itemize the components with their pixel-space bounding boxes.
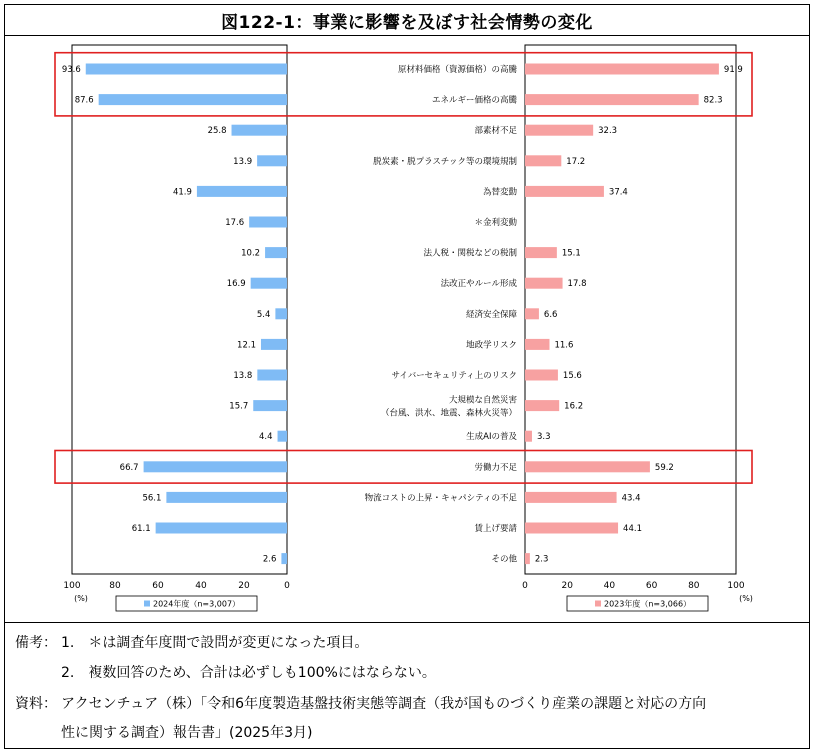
category-label: 部素材不足 — [474, 126, 517, 137]
bar-2023 — [525, 431, 532, 442]
value-label-2024: 15.7 — [229, 401, 249, 412]
value-label-2024: 5.4 — [256, 309, 271, 320]
bar-2023 — [525, 308, 539, 319]
category-label: 物流コストの上昇・キャパシティの不足 — [364, 493, 517, 504]
butterfly-bar-chart — [5, 36, 809, 622]
value-label-2024: 13.8 — [233, 371, 253, 381]
value-label-2023: 43.4 — [621, 493, 641, 504]
category-label: 生成AIの普及 — [466, 432, 517, 443]
tick-label-left: 60 — [152, 581, 164, 591]
bar-2023 — [525, 400, 559, 411]
value-label-2023: 15.6 — [562, 371, 582, 381]
legend-swatch-2024 — [144, 601, 150, 607]
tick-label-left: 20 — [238, 581, 250, 591]
category-label: 経済安全保障 — [465, 309, 517, 320]
tick-label-left: 100 — [63, 581, 81, 591]
bar-2023 — [525, 278, 563, 289]
category-label: サイバーセキュリティ上のリスク — [391, 371, 517, 381]
category-label: 原材料価格（資源価格）の高騰 — [397, 65, 517, 75]
bar-2023 — [525, 64, 719, 75]
category-label-line2: （台風、洪水、地震、森林火災等） — [380, 408, 517, 419]
value-label-2024: 41.9 — [172, 187, 192, 198]
bar-2023 — [525, 94, 699, 105]
bar-2023 — [525, 370, 558, 381]
category-label: 脱炭素・脱プラスチック等の環境規制 — [373, 156, 517, 167]
value-label-2024: 10.2 — [241, 248, 261, 259]
category-label: 賃上げ要請 — [474, 524, 517, 534]
tick-label-right: 0 — [522, 581, 528, 591]
bar-2023 — [525, 339, 549, 350]
bar-2024 — [278, 431, 287, 442]
value-label-2024: 13.9 — [233, 156, 253, 167]
tick-label-right: 60 — [645, 581, 658, 591]
highlight-box-prices — [55, 53, 752, 116]
bar-2023 — [525, 125, 593, 136]
bar-2024 — [265, 247, 287, 258]
bar-2023 — [525, 492, 617, 503]
category-label: エネルギー価格の高騰 — [431, 95, 517, 106]
value-label-2023: 44.1 — [623, 524, 642, 534]
tick-label-right: 80 — [688, 581, 700, 591]
bar-2024 — [281, 553, 287, 564]
value-label-2023: 59.2 — [654, 462, 674, 473]
category-label: 為替変動 — [482, 187, 517, 198]
source-label: 資料： — [15, 696, 57, 712]
figure-frame — [4, 4, 810, 749]
bar-2024 — [99, 94, 287, 105]
notes-section — [5, 622, 809, 749]
value-label-2024: 2.6 — [262, 554, 277, 565]
bar-2023 — [525, 247, 557, 258]
bar-2024 — [261, 339, 287, 350]
tick-label-left: 40 — [195, 581, 207, 591]
category-label: その他 — [491, 554, 517, 565]
tick-label-left: 80 — [109, 581, 121, 591]
value-label-2023: 37.4 — [608, 187, 628, 198]
tick-label-left: 0 — [284, 581, 290, 591]
bar-2023 — [525, 523, 618, 534]
value-label-2024: 17.6 — [225, 218, 245, 228]
legend-swatch-2023 — [595, 601, 601, 607]
category-label: ＊金利変動 — [474, 218, 517, 228]
bar-2024 — [232, 125, 287, 136]
bar-2024 — [253, 400, 287, 411]
value-label-2024: 66.7 — [119, 462, 139, 473]
value-label-2024: 25.8 — [207, 126, 227, 137]
category-label: 労働力不足 — [474, 462, 517, 473]
bar-2024 — [86, 64, 287, 75]
value-label-2023: 91.9 — [723, 65, 743, 75]
bar-2024 — [144, 461, 287, 472]
bar-2024 — [275, 308, 287, 319]
bar-2024 — [249, 217, 287, 228]
note-2: 2. 複数回答のため、合計は必ずしも100%にはならない。 — [61, 665, 436, 681]
value-label-2023: 3.3 — [536, 432, 551, 443]
value-label-2023: 6.6 — [543, 309, 558, 320]
value-label-2023: 17.2 — [566, 156, 586, 167]
value-label-2023: 16.2 — [564, 401, 584, 412]
value-label-2024: 87.6 — [74, 95, 94, 106]
category-label: 法改正やルール形成 — [440, 279, 517, 290]
value-label-2023: 2.3 — [534, 554, 549, 565]
bar-2024 — [166, 492, 287, 503]
value-label-2024: 93.6 — [61, 65, 81, 75]
value-label-2024: 56.1 — [142, 493, 162, 504]
category-label: 法人税・関税などの税制 — [423, 248, 517, 259]
value-label-2023: 11.6 — [554, 340, 574, 351]
tick-label-right: 40 — [603, 581, 616, 591]
value-label-2024: 4.4 — [259, 432, 273, 443]
tick-label-right: 100 — [727, 581, 745, 591]
value-label-2024: 12.1 — [237, 340, 256, 351]
bar-2024 — [257, 370, 287, 381]
note-label: 備考： — [15, 635, 57, 651]
bar-2023 — [525, 553, 530, 564]
bar-2024 — [156, 523, 287, 534]
tick-label-right: 20 — [561, 581, 573, 591]
bar-2024 — [257, 155, 287, 166]
bar-2024 — [197, 186, 287, 197]
unit-label-right: (%) — [739, 594, 753, 603]
bar-2023 — [525, 186, 604, 197]
legend-label-2023: 2023年度（n=3,066） — [604, 599, 692, 609]
category-label: 地政学リスク — [466, 340, 517, 351]
figure-title: 図122-1：事業に影響を及ぼす社会情勢の変化 — [5, 5, 809, 36]
bar-2024 — [251, 278, 287, 289]
legend-label-2024: 2024年度（n=3,007） — [153, 599, 241, 609]
value-label-2023: 15.1 — [561, 248, 581, 259]
value-label-2023: 32.3 — [598, 126, 618, 137]
category-label: 大規模な自然災害 — [448, 395, 517, 406]
note-1: 1. ＊は調査年度間で設問が変更になった項目。 — [61, 635, 369, 651]
value-label-2023: 17.8 — [567, 279, 587, 290]
value-label-2024: 61.1 — [131, 524, 151, 534]
source-1: アクセンチュア（株）「令和6年度製造基盤技術実態等調査（我が国ものづくり産業の課題と対応の方向 — [61, 696, 707, 712]
bar-2023 — [525, 155, 561, 166]
value-label-2024: 16.9 — [226, 279, 246, 290]
bar-2023 — [525, 461, 650, 472]
unit-label-left: (%) — [74, 594, 88, 603]
source-2: 性に関する調査）報告書」(2025年3月) — [61, 725, 313, 741]
value-label-2023: 82.3 — [703, 95, 723, 106]
